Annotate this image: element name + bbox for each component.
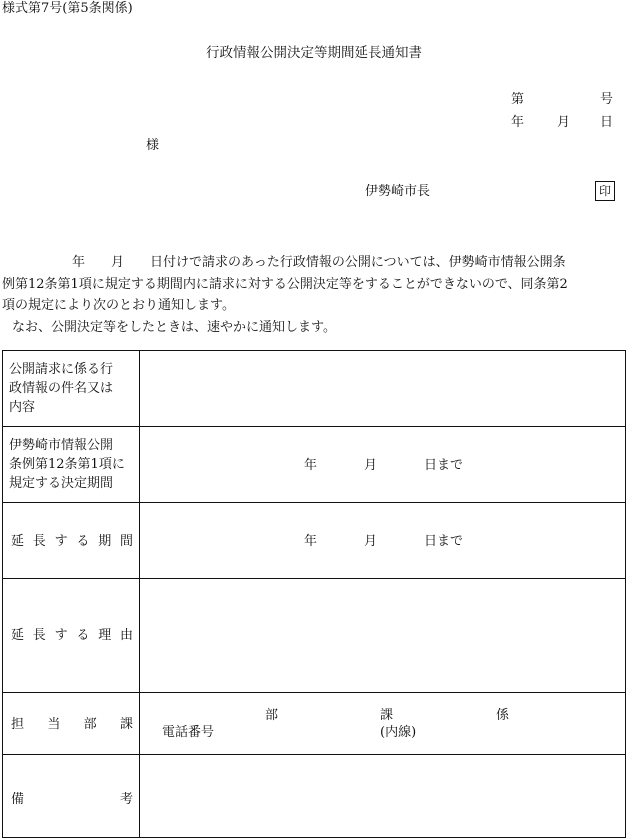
label-char: 当 [47,717,61,732]
row-label [3,427,140,502]
label-char: す [54,534,68,549]
table-row-decision-period [3,427,625,503]
decision-year: 年 [304,458,318,473]
label-char: 担 [11,717,25,732]
body-line-1: 年 月 日付けで請求のあった行政情報の公開については、伊勢崎市情報公開条 [72,255,566,270]
decision-day: 日まで [424,458,464,473]
doc-number-suffix: 号 [599,92,613,107]
extension-day: 日まで [424,534,464,549]
department-label: 部 [265,708,279,723]
section-label: 課 [380,708,394,723]
body-line-2: 例第12条第1項に規定する期間内に請求に対する公開決定等をすることができないので、同条第2 [2,276,568,292]
extension-year: 年 [304,534,318,549]
phone-number-label: 電話番号 [162,725,215,740]
body-line-4: なお、公開決定等をしたときは、速やかに通知します。 [12,319,336,335]
unit-label: 係 [496,708,510,723]
document-title: 行政情報公開決定等期間延長通知書 [206,45,422,61]
label-char: 長 [32,628,46,643]
label-char: 長 [32,534,46,549]
notice-table [2,350,626,838]
label-char: 備 [11,792,25,807]
table-row-subject [3,351,625,427]
extension-month: 月 [364,534,378,549]
addressee-suffix: 様 [146,138,160,153]
row-label [3,351,140,426]
label-line: 内容 [9,400,36,415]
label-line: 条例第12条第1項に [9,457,125,472]
table-row-remarks [3,755,625,837]
sender-name: 伊勢崎市長 [365,184,431,199]
issue-date-month: 月 [557,115,571,130]
table-row-responsible-department [3,693,625,755]
row-label [3,755,140,837]
seal-mark: 印 [595,181,615,201]
issue-date-day: 日 [599,115,613,130]
label-char: 期 [98,534,112,549]
label-char: 由 [119,628,133,643]
label-line: 政情報の件名又は [9,381,114,396]
notice-body [2,252,626,338]
issue-date [511,116,613,130]
label-char: 考 [119,792,133,807]
label-char: す [54,628,68,643]
row-label [3,503,140,578]
label-char: 部 [83,717,97,732]
label-char: 課 [119,717,133,732]
row-label [3,693,140,754]
row-label [3,579,140,692]
label-char: 延 [11,534,25,549]
extension-label: (内線) [380,725,417,740]
label-line: 公開請求に係る行 [9,362,114,377]
label-char: 間 [119,534,133,549]
label-line: 伊勢崎市情報公開 [9,438,114,453]
label-char: る [76,628,90,643]
doc-number-prefix: 第 [511,92,525,107]
table-row-extension-period [3,503,625,579]
form-number-label: 様式第7号(第5条関係) [2,1,133,16]
label-char: 延 [11,628,25,643]
body-line-3: 項の規定により次のとおり通知します。 [2,298,235,313]
decision-month: 月 [364,458,378,473]
label-char: る [76,534,90,549]
label-char: 理 [98,628,112,643]
label-line: 規定する決定期間 [9,476,114,491]
issue-date-year: 年 [511,115,525,130]
table-row-extension-reason [3,579,625,693]
document-number [511,93,613,107]
